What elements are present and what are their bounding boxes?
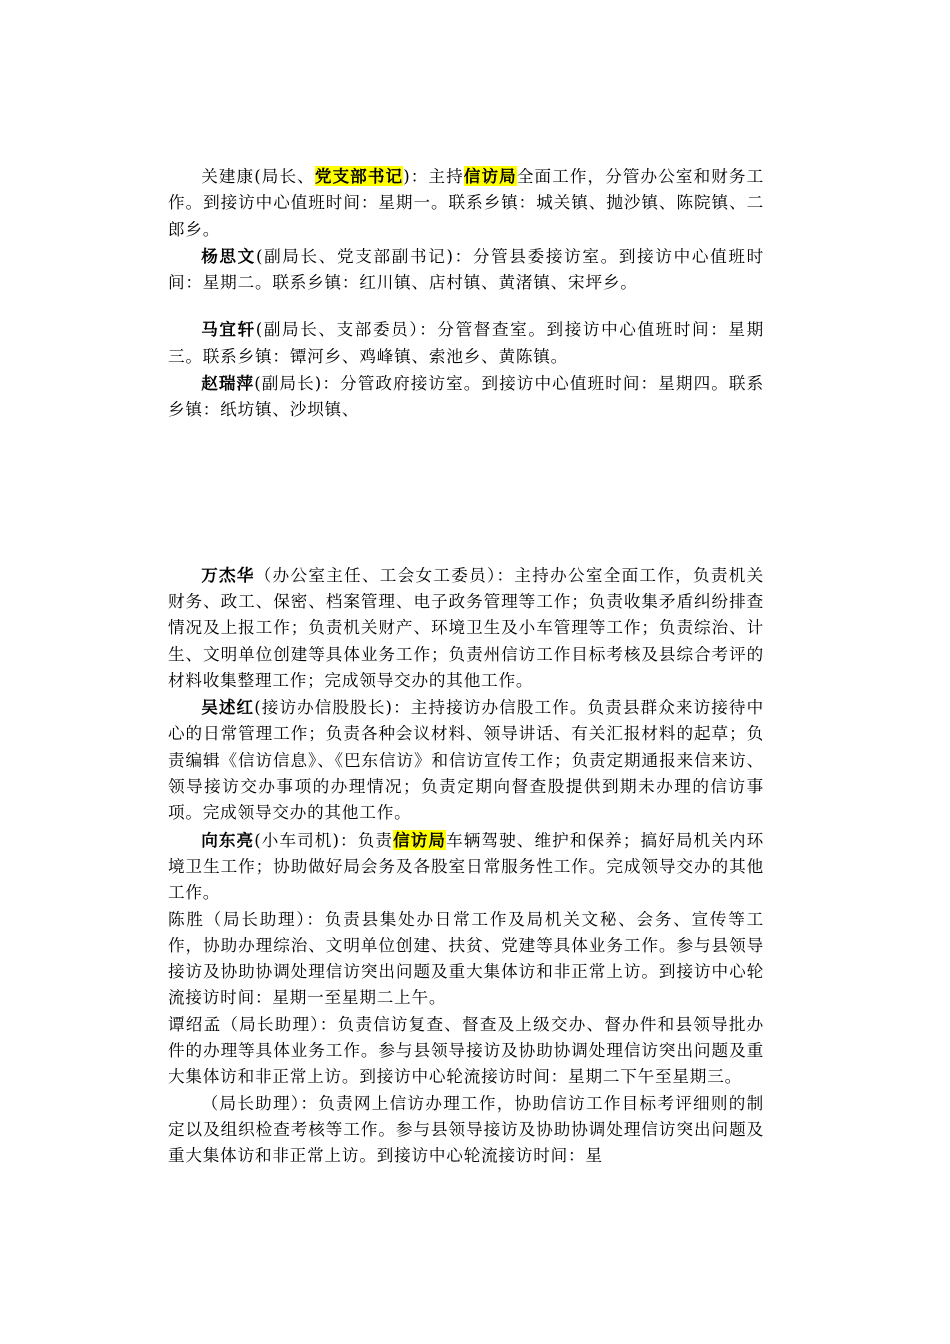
duty-text: (副局长、支部委员）：分管督查室。到接访中心值班时间：星期三。联系乡镇：镡河乡、鸡峰镇、索池乡、黄陈镇。: [168, 320, 765, 366]
paragraph-xiang-dongliang: [168, 827, 764, 907]
highlighted-text: 党支部书记: [314, 166, 404, 186]
paragraph-tan-shaomeng: 谭绍孟（局长助理）：负责信访复查、督查及上级交办、督办件和县领导批办件的办理等具体业务工作。参与县领导接访及协助协调处理信访突出问题及重大集体访和非正常上访。到接访中心轮流接访时间：星期二下午至星期三。: [168, 1014, 764, 1087]
person-name: 赵瑞萍: [201, 373, 255, 394]
document-body: [168, 163, 764, 1170]
duty-text: (副局长、党支部副书记)：分管县委接访室。到接访中心值班时间：星期二。联系乡镇：红川镇、店村镇、黄渚镇、宋坪乡。: [168, 246, 764, 293]
duty-text: 全面工作，分管办公室和财务工作。到接访中心值班时间：星期一。联系乡镇：城关镇、抛沙镇、陈院镇、二郎乡。: [168, 167, 765, 239]
person-name: 杨思文: [201, 245, 256, 266]
duty-text: (副局长)：分管政府接访室。到接访中心值班时间：星期四。联系乡镇：纸坊镇、沙坝镇、: [168, 374, 764, 420]
spacer: [168, 424, 764, 562]
paragraph-ma-yixuan: [168, 316, 764, 370]
role-text: (局长、: [254, 167, 315, 186]
paragraph-yang-siwen: [168, 243, 764, 297]
duty-text: (小车司机)：负责: [254, 830, 394, 850]
person-name: 万杰华: [201, 564, 255, 585]
person-name: 关建康: [201, 167, 255, 186]
paragraph-wan-jiehua: [168, 562, 764, 694]
person-name: 吴述红: [201, 697, 255, 718]
duty-text: （办公室主任、工会女工委员）：主持办公室全面工作，负责机关财务、政工、保密、档案管理、电子政务管理等工作；负责收集矛盾纠纷排查情况及上报工作；负责机关财产、环境卫生及小车管理等工作；负责综治、计生、文明单位创建等具体业务工作；负责州信访工作目标考核及县综合考评的材料收集整理工作；完成领导交办的其他工作。: [168, 565, 764, 690]
duty-text: 车辆驾驶、维护和保养；搞好局机关内环境卫生工作；协助做好局会务及各股室日常服务性工作。完成领导交办的其他工作。: [168, 830, 764, 903]
paragraph-zhao-ruiping: [168, 370, 764, 424]
duty-text: （局长助理）：负责网上信访办理工作，协助信访工作目标考评细则的制定以及组织检查考核等工作。参与县领导接访及协助协调处理信访突出问题及重大集体访和非正常上访。到接访中心轮流接访时间：星: [168, 1093, 764, 1166]
person-name: 向东亮: [201, 829, 255, 850]
duty-text: (接访办信股股长)：主持接访办信股工作。负责县群众来访接待中心的日常管理工作；负责各种会议材料、领导讲话、有关汇报材料的起草；负责编辑《信访信息》、《巴东信访》和信访宣传工作；负责定期通报来信来访、领导接访交办事项的办理情况；负责定期向督查股提供到期未办理的信访事项。完成领导交办的其他工作。: [168, 698, 764, 823]
paragraph-chen-sheng: 陈胜（局长助理）：负责县集处办日常工作及局机关文秘、会务、宣传等工作，协助办理综治、文明单位创建、扶贫、党建等具体业务工作。参与县领导接访及协助协调处理信访突出问题及重大集体访和非正常上访。到接访中心轮流接访时间：星期一至星期二上午。: [168, 909, 764, 1008]
spacer: [168, 296, 764, 316]
highlighted-text: 信访局: [393, 829, 447, 850]
paragraph-assistant: [168, 1091, 764, 1170]
paragraph-wu-shuhong: [168, 694, 764, 826]
highlighted-text: 信访局: [463, 166, 517, 186]
paragraph-guan-jiankang: [168, 163, 764, 243]
person-name: 马宜轩: [201, 319, 256, 340]
duty-text: )：主持: [403, 167, 464, 186]
